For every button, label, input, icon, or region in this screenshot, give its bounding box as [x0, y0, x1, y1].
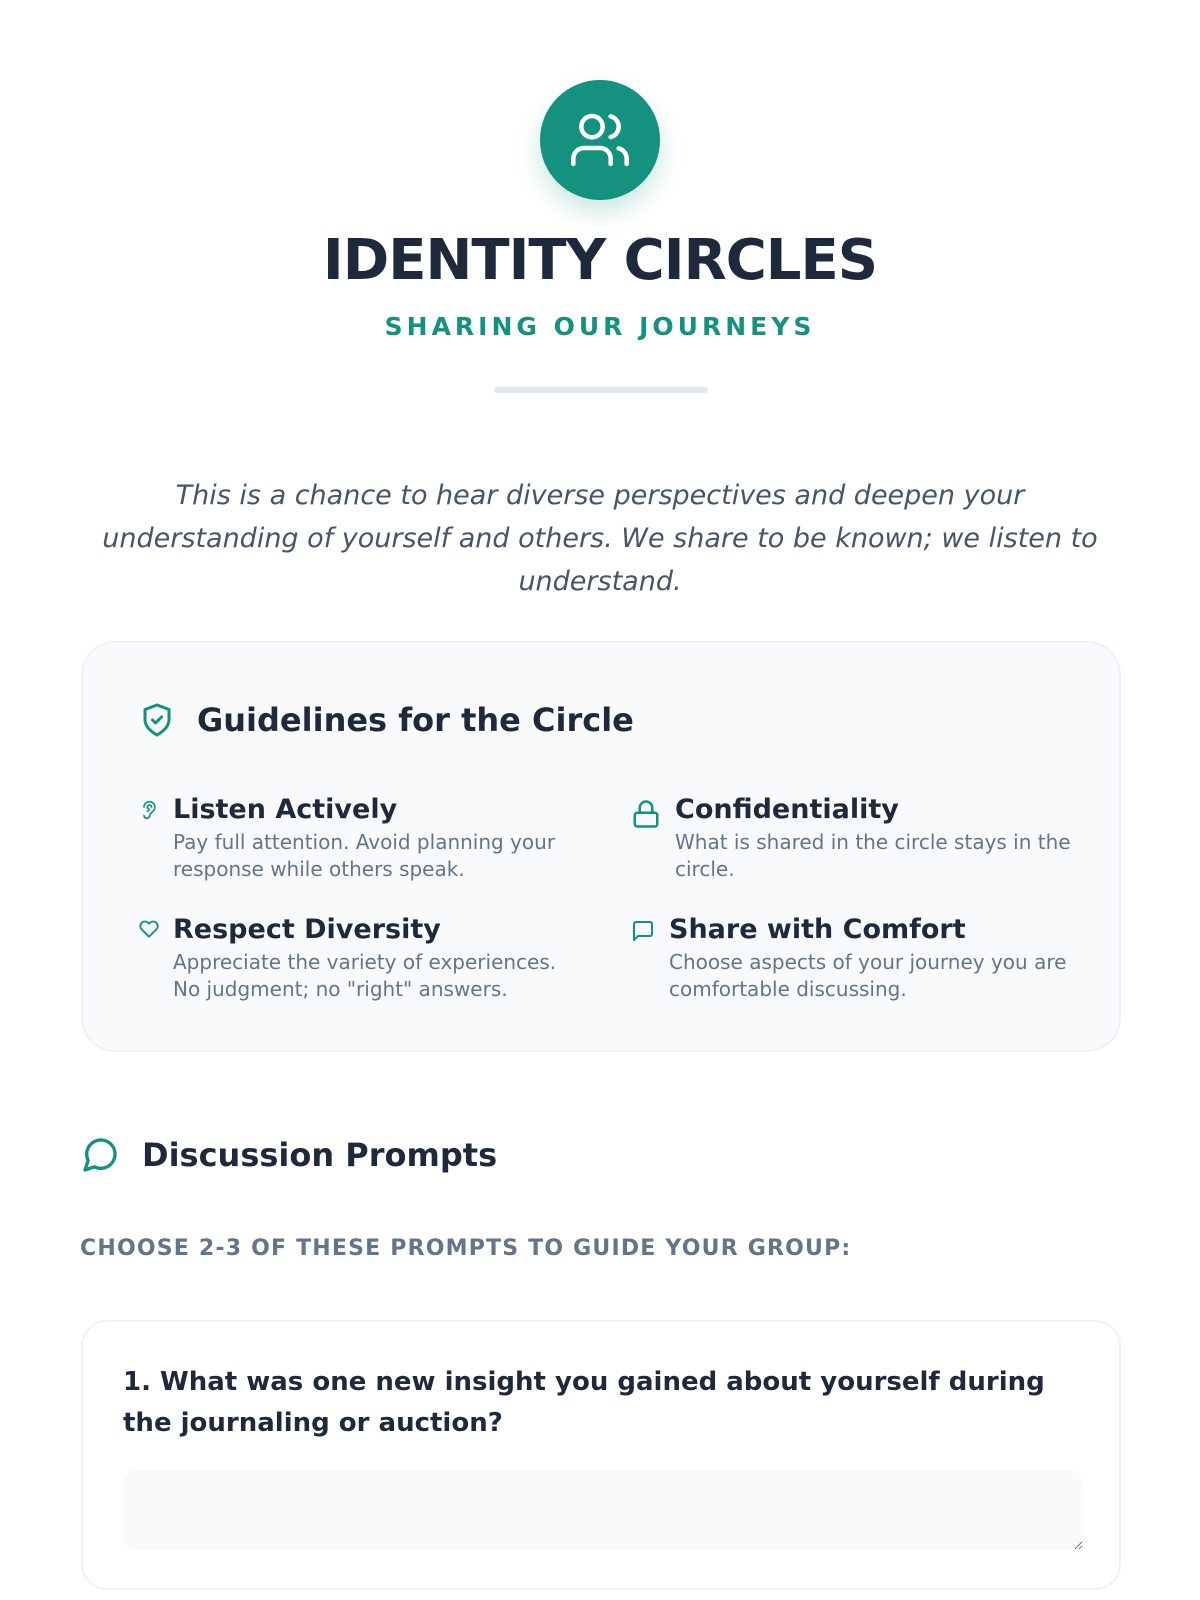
- discussion-header: [80, 1135, 497, 1175]
- guideline-text: Pay full attention. Avoid planning your response while others speak.: [173, 830, 556, 881]
- guideline-title: Listen Actively: [173, 794, 398, 825]
- guideline-title: Confidentiality: [675, 794, 899, 825]
- guidelines-card: [81, 641, 1121, 1052]
- prompt-question: 1. What was one new insight you gained about yourself during the journaling or auction?: [123, 1367, 1045, 1438]
- heart-icon: [139, 919, 159, 939]
- page-title: IDENTITY CIRCLES: [322, 228, 878, 293]
- page-subtitle: SHARING OUR JOURNEYS: [384, 312, 816, 341]
- intro-text: This is a chance to hear diverse perspectives and deepen your understanding of yourself and others. We share to be known; we listen to understand.: [102, 480, 1098, 597]
- guideline-confidentiality: [631, 793, 1071, 883]
- header-divider: [494, 387, 708, 393]
- guidelines-title: Guidelines for the Circle: [197, 701, 634, 739]
- users-icon: [540, 80, 660, 200]
- prompt-instruction: CHOOSE 2-3 OF THESE PROMPTS TO GUIDE YOUR GROUP:: [80, 1236, 852, 1261]
- message-circle-icon: [80, 1135, 120, 1175]
- guideline-text: Appreciate the variety of experiences. No judgment; no "right" answers.: [173, 950, 557, 1001]
- discussion-title: Discussion Prompts: [142, 1136, 498, 1174]
- guidelines-header: [139, 701, 634, 739]
- guideline-text: Choose aspects of your journey you are comfortable discussing.: [669, 950, 1067, 1001]
- lock-icon: [631, 799, 661, 829]
- prompt-answer-field[interactable]: [123, 1470, 1083, 1550]
- shield-check-icon: [139, 701, 175, 739]
- guideline-title: Share with Comfort: [669, 914, 966, 945]
- guideline-text: What is shared in the circle stays in the circle.: [675, 830, 1071, 881]
- guideline-title: Respect Diversity: [173, 914, 441, 945]
- prompt-card: [81, 1320, 1121, 1590]
- guideline-share-with-comfort: [631, 913, 1071, 1003]
- message-square-icon: [631, 919, 655, 943]
- ear-icon: [139, 799, 159, 821]
- guideline-respect-diversity: [139, 913, 579, 1003]
- guideline-listen-actively: [139, 793, 579, 883]
